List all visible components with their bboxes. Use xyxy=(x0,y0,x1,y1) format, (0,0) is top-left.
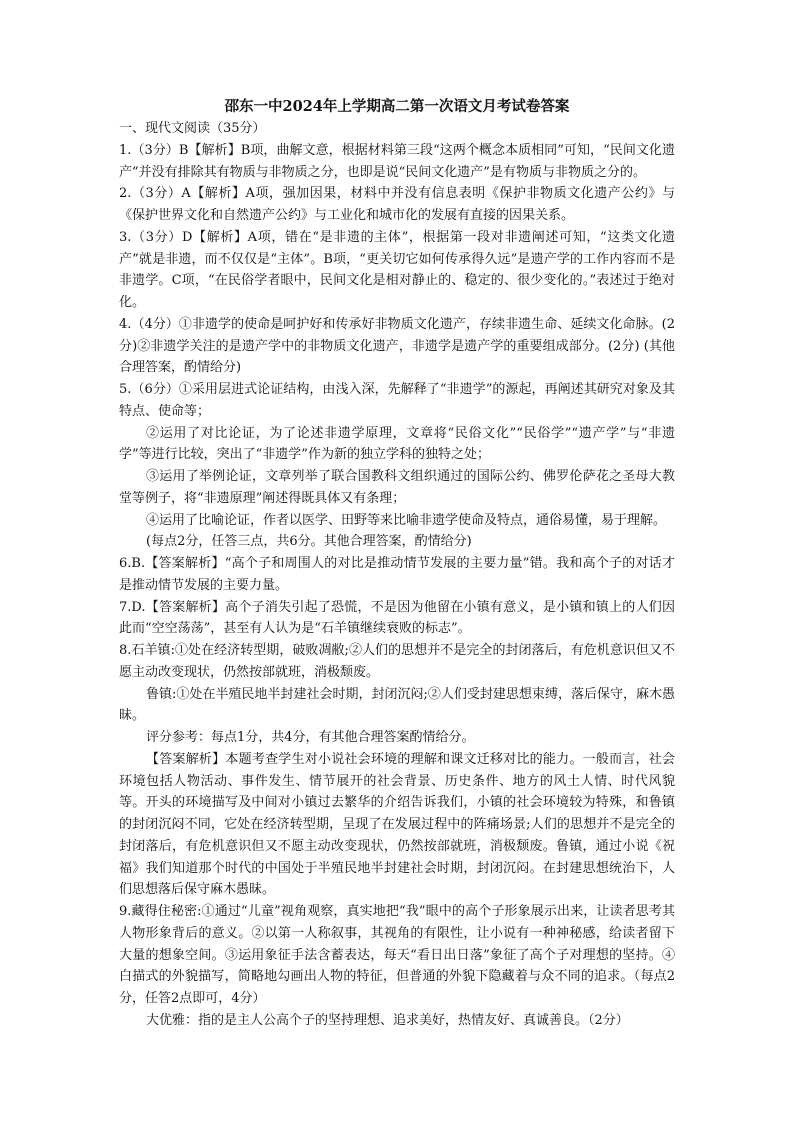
answer-6: 6.B.【答案解析】“高个子和周围人的对比是推动情节发展的主要力量”错。我和高个子的对话才是推动情节发展的主要力量。 xyxy=(119,556,675,593)
answer-8-analysis: 【答案解析】本题考查学生对小说社会环境的理解和课文迁移对比的能力。一般而言，社会环境包括人物活动、事件发生、情节展开的社会背景、历史条件、地方的风土人情、时代风貌等。开头的环境描写及中间对小镇过去繁华的介绍告诉我们，小镇的社会环境较为特殊，和鲁镇的封闭沉闷不同，它处在经济转型期，呈现了在发展过程中的阵痛场景;人们的思想并不是完全的封闭落后，有危机意识但又不愿主动改变现状，仍然按部就班，消极颓废。鲁镇，通过小说《祝福》我们知道那个时代的中国处于半殖民地半封建社会时期，封闭沉闷。在封建思想统治下，人们思想落后保守麻木愚昧。 xyxy=(119,751,675,898)
answer-8: 8.石羊镇:①处在经济转型期，破败凋敝;②人们的思想并不是完全的封闭落后，有危机意识但又不愿主动改变现状，仍然按部就班，消极颓废。 xyxy=(119,643,675,680)
answer-5-scoring: (每点2分，任答三点，共6分。其他合理答案，酌情给分) xyxy=(146,534,472,550)
answer-9-elegance: 大优雅：指的是主人公高个子的坚持理想、追求美好，热情友好、真诚善良。（2分） xyxy=(146,1012,629,1028)
answer-body xyxy=(119,118,675,1032)
document-title: 邵东一中2024年上学期高二第一次语文月考试卷答案 xyxy=(224,98,570,115)
answer-2: 2.（3分）A【解析】A项，强加因果，材料中并没有信息表明《保护非物质文化遗产公约》与《保护世界文化和自然遗产公约》与工业化和城市化的发展有直接的因果关系。 xyxy=(119,186,675,223)
answer-5-point-2: ②运用了对比论证，为了论述非遗学原理，文章将“民俗文化”“民俗学”“遗产学”与“非遗学”等进行比较，突出了“非遗学”作为新的独立学科的独特之处； xyxy=(119,425,675,463)
answer-8-scoring: 评分参考：每点1分，共4分，有其他合理答案酌情给分。 xyxy=(146,730,475,745)
answer-9: 9.藏得住秘密:①通过“儿童”视角观察，真实地把“我”眼中的高个子形象展示出来，让读者思考其人物形象背后的意义。②以第一人称叙事，其视角的有限性，让小说有一种神秘感，给读者留下大量的想象空间。③运用象征手法含蓄表达，每天“看日出日落”象征了高个子对理想的坚持。④白描式的外貌描写，简略地勾画出人物的特征，但普通的外貌下隐藏着与众不同的追求。（每点2分，任答2点即可，4分） xyxy=(119,904,675,1006)
answer-3: 3.（3分）D【解析】A项，错在“是非遗的主体”，根据第一段对非遗阐述可知，“这类文化遗产”就是非遗，而不仅仅是“主体”。B项，“更关切它如何传承得久远”是遗产学的工作内容而不是非遗学。C项，“在民俗学者眼中，民间文化是相对静止的、稳定的、很少变化的。”表述过于绝对化。 xyxy=(119,229,675,310)
answer-5-point-4: ④运用了比喻论证，作者以医学、田野等来比喻非遗学使命及特点，通俗易懂，易于理解。 xyxy=(146,512,667,528)
answer-4: 4.（4分）①非遗学的使命是呵护好和传承好非物质文化遗产，存续非遗生命、延续文化命脉。(2分)②非遗学关注的是遗产学中的非物质文化遗产，非遗学是遗产学的重要组成部分。(2分) (其他合理答案，酌情给分) xyxy=(119,316,675,376)
section-heading: 一、现代文阅读（35分） xyxy=(119,121,266,136)
answer-7: 7.D.【答案解析】高个子消失引起了恐慌，不是因为他留在小镇有意义，是小镇和镇上的人们因此而“空空荡荡”，甚至有人认为是“石羊镇继续衰败的标志”。 xyxy=(119,599,675,637)
answer-8-luzhen: 鲁镇:①处在半殖民地半封建社会时期，封闭沉闷;②人们受封建思想束缚，落后保守，麻木愚昧。 xyxy=(119,686,675,724)
answer-1: 1.（3分）B【解析】B项，曲解文意，根据材料第三段“这两个概念本质相同”可知，“民间文化遗产”并没有排除其有物质与非物质之分，也即是说“民间文化遗产”是有物质与非物质之分的。 xyxy=(119,142,675,180)
answer-5-point-3: ③运用了举例论证，文章列举了联合国教科文组织通过的国际公约、佛罗伦萨花之圣母大教堂等例子，将“非遗原理”阐述得既具体又有条理； xyxy=(119,469,675,506)
answer-5: 5.（6分）①采用层进式论证结构，由浅入深，先解释了“非遗学”的源起，再阐述其研究对象及其特点、使命等； xyxy=(119,382,675,419)
